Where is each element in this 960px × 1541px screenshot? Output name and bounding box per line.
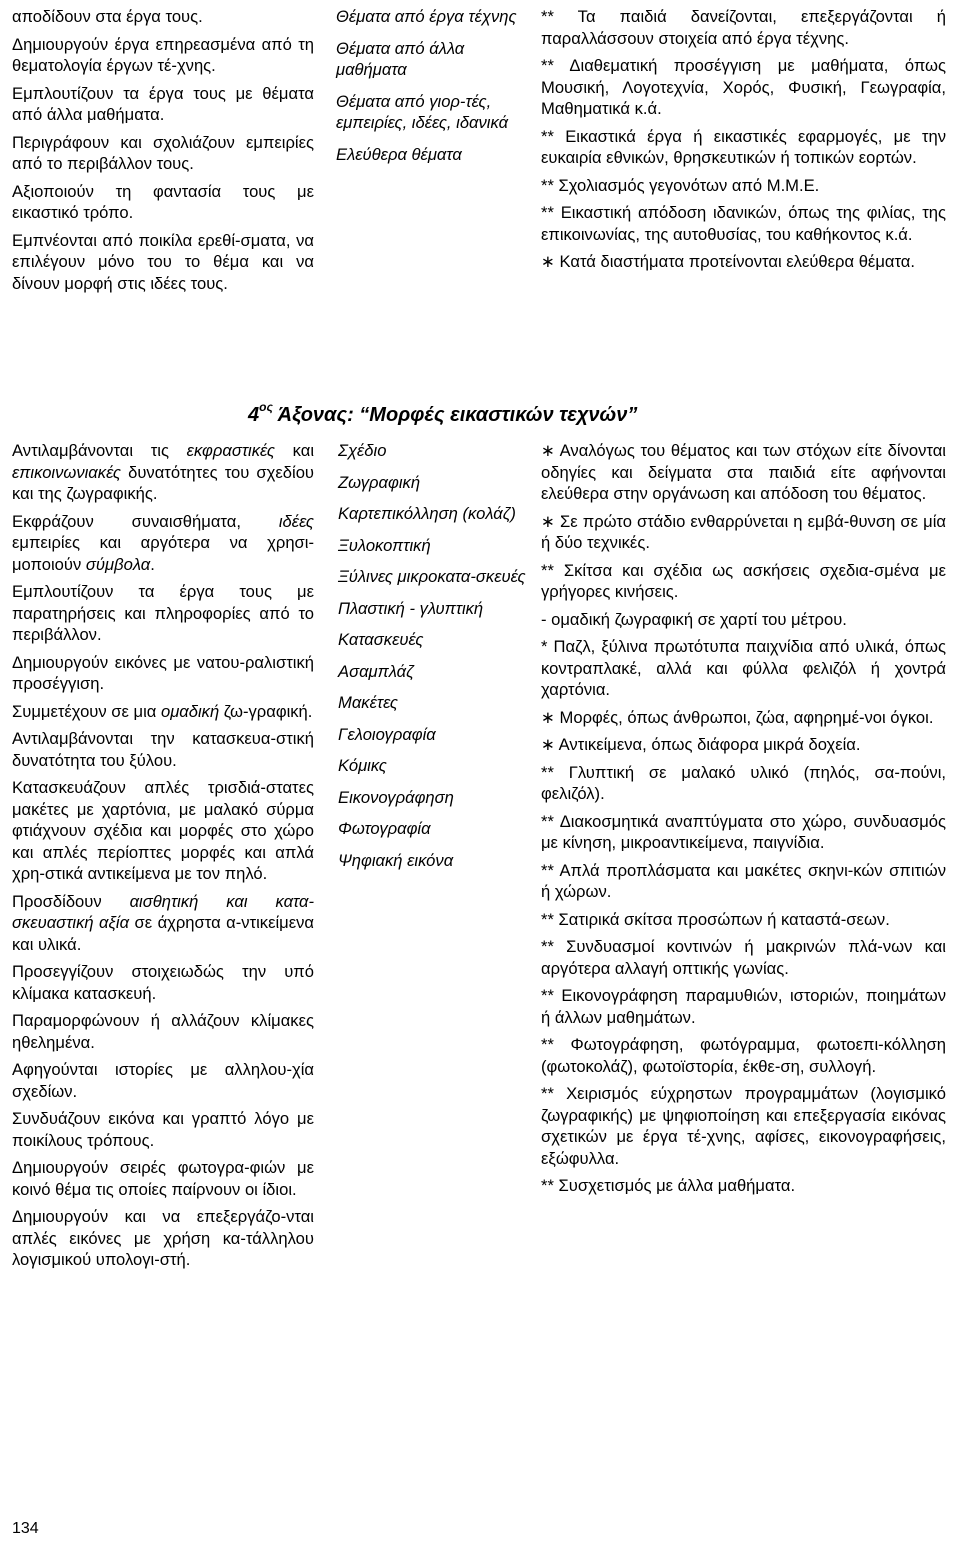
art-form-item: Ξυλοκοπτική <box>338 535 431 555</box>
objective-item: Δημιουργούν και να επεξεργάζο-νται απλές εικόνες με χρήση κα-τάλληλου λογισμικού υπολογι-στή. <box>12 1207 314 1269</box>
objective-item: Εμπλουτίζουν τα έργα τους με παρατηρήσεις και πληροφορίες από το περιβάλλον. <box>12 582 314 644</box>
objective-item <box>12 511 314 576</box>
activity-item: ** Εικαστικά έργα ή εικαστικές εφαρμογές, με την ευκαιρία εθνικών, θρησκευτικών ή τοπικών εορτών. <box>541 126 946 167</box>
text-run: και <box>274 441 314 460</box>
objective-item: αποδίδουν στα έργα τους. <box>12 7 203 26</box>
art-form-item: Κόμικς <box>338 756 387 775</box>
objective-item: Προσεγγίζουν στοιχειωδώς την υπό κλίμακα κατασκευή. <box>12 962 314 1003</box>
activity-item: * Παζλ, ξύλινα πρωτότυπα παιχνίδια από υλικά, όπως κοντραπλακέ, αλλά και φύλλα φελιζόλ ή χοντρά χαρτόνια. <box>541 637 946 699</box>
objective-item: Αφηγούνται ιστορίες με αλληλου-χία σχεδίων. <box>12 1060 314 1101</box>
activity-item: ** Εικαστική απόδοση ιδανικών, όπως της φιλίας, της επικοινωνίας, της αυτοθυσίας, του καθήκοντος κ.ά. <box>541 203 946 244</box>
art-form-item: Καρτεπικόλληση (κολάζ) <box>338 504 516 523</box>
theme-item: Ελεύθερα θέματα <box>336 144 462 164</box>
activity-item: ** Σατιρικά σκίτσα προσώπων ή καταστά-σεων. <box>541 909 890 929</box>
axis-heading <box>248 400 948 427</box>
text-run-italic: σύμβολα <box>85 554 151 574</box>
art-form-item: Ξύλινες μικροκατα-σκευές <box>338 567 526 586</box>
art-form-item: Πλαστική - γλυπτική <box>338 598 484 618</box>
activity-item: ** Διακοσμητικά αναπτύγματα στο χώρο, συνδυασμός με κίνηση, μικροαντικείμενα, παιγνίδια. <box>541 811 946 852</box>
page-number: 134 <box>12 1520 39 1537</box>
activity-item: ∗ Κατά διαστήματα προτείνονται ελεύθερα θέματα. <box>541 252 916 271</box>
bottom-art-forms-column <box>338 440 528 881</box>
top-themes-column <box>336 6 526 175</box>
text-run: . <box>150 554 155 574</box>
text-run-italic: αισθητική και κατα-σκευαστική αξία <box>12 891 314 932</box>
activity-item: ∗ Αντικείμενα, όπως διάφορα μικρά δοχεία. <box>541 735 861 754</box>
activity-item: ** Σχολιασμός γεγονότων από Μ.Μ.Ε. <box>541 175 820 195</box>
text-run: ζω-γραφική. <box>219 701 313 721</box>
theme-item: Θέματα από έργα τέχνης <box>336 7 517 26</box>
text-run: Συμμετέχουν σε μια <box>12 701 161 721</box>
art-form-item: Γελοιογραφία <box>338 724 436 744</box>
bottom-activities-column <box>541 440 946 1203</box>
theme-item: Θέματα από άλλα μαθήματα <box>336 38 465 79</box>
art-form-item: Μακέτες <box>338 693 398 712</box>
art-form-item: Σχέδιο <box>338 441 387 460</box>
objective-item: Δημιουργούν εικόνες με νατου-ραλιστική προσέγγιση. <box>12 652 314 693</box>
objective-item <box>12 701 314 723</box>
art-form-item: Ζωγραφική <box>338 472 421 492</box>
text-run: Εκφράζουν συναισθήματα, <box>12 511 279 531</box>
activity-item: ** Γλυπτική σε μαλακό υλικό (πηλός, σα-πούνι, φελιζόλ). <box>541 762 946 803</box>
activity-item: ∗ Αναλόγως του θέματος και των στόχων είτε δίνονται οδηγίες και δείγματα στα παιδιά είτε αφήνονται ελεύθερα στην οργάνωση και απόδοση του θέματος. <box>541 441 946 503</box>
art-form-item: Ψηφιακή εικόνα <box>338 850 454 870</box>
objective-item: Αξιοποιούν τη φαντασία τους με εικαστικό τρόπο. <box>12 181 314 222</box>
text-run-italic: ομαδική <box>160 701 220 721</box>
activity-item: ** Φωτογράφηση, φωτόγραμμα, φωτοεπι-κόλληση (φωτοκολάζ), φωτοϊστορία, έκθε-ση, συλλογή. <box>541 1035 946 1076</box>
activity-item: ** Τα παιδιά δανείζονται, επεξεργάζονται ή παραλλάσσουν στοιχεία από έργα τέχνης. <box>541 7 946 48</box>
axis-title: Άξονας: “Μορφές εικαστικών τεχνών” <box>277 404 638 426</box>
objective-item: Περιγράφουν και σχολιάζουν εμπειρίες από το περιβάλλον τους. <box>12 132 314 173</box>
text-run: Αντιλαμβάνονται τις <box>12 441 187 460</box>
activity-item: ∗ Σε πρώτο στάδιο ενθαρρύνεται η εμβά-θυνση σε μία ή δύο τεχνικές. <box>541 511 946 552</box>
text-run-italic: επικοινωνιακές <box>12 462 121 482</box>
activity-item: ** Συνδυασμοί κοντινών ή μακρινών πλά-νων και αργότερα αλλαγή οπτικής γωνίας. <box>541 937 946 978</box>
activity-item: ∗ Μορφές, όπως άνθρωποι, ζώα, αφηρημέ-νοι όγκοι. <box>541 707 934 727</box>
objective-item: Δημιουργούν σειρές φωτογρα-φιών με κοινό θέμα τις οποίες παίρνουν οι ίδιοι. <box>12 1158 314 1199</box>
activity-item: - ομαδική ζωγραφική σε χαρτί του μέτρου. <box>541 609 847 629</box>
objective-item: Εμπνέονται από ποικίλα ερεθί-σματα, να επιλέγουν μόνο του το θέμα και να δίνουν μορφή στις ιδέες τους. <box>12 230 314 293</box>
art-form-item: Εικονογράφηση <box>338 787 454 807</box>
axis-number-suffix: ος <box>259 400 273 414</box>
art-form-item: Φωτογραφία <box>338 819 431 838</box>
objective-item: Συνδυάζουν εικόνα και γραπτό λόγο με ποικίλους τρόπους. <box>12 1109 314 1150</box>
activity-item: ** Εικονογράφηση παραμυθιών, ιστοριών, ποιημάτων ή άλλων μαθημάτων. <box>541 986 946 1027</box>
text-run: Προσδίδουν <box>12 891 130 911</box>
objective-item: Κατασκευάζουν απλές τρισδιά-στατες μακέτες με χαρτόνια, με μαλακό σύρμα φτιάχνουν σχέδια και μορφές στο χώρο και απλές περίοπτες μορφές και απλά χρη-στικά αντικείμενα με τον πηλό. <box>12 778 314 883</box>
text-run-italic: εκφραστικές <box>186 441 275 460</box>
art-form-item: Ασαμπλάζ <box>338 661 414 681</box>
activity-item: ** Σκίτσα και σχέδια ως ασκήσεις σχεδια-σμένα με γρήγορες κινήσεις. <box>541 560 946 601</box>
objective-item: Δημιουργούν έργα επηρεασμένα από τη θεματολογία έργων τέ-χνης. <box>12 34 314 75</box>
objective-item <box>12 891 314 956</box>
objective-item <box>12 440 314 505</box>
activity-item: ** Διαθεματική προσέγγιση με μαθήματα, όπως Μουσική, Λογοτεχνία, Χορός, Φυσική, Γεωγραφία, Μαθηματικά κ.ά. <box>541 56 946 118</box>
top-objectives-column <box>12 6 314 300</box>
text-run-italic: ιδέες <box>278 511 314 531</box>
objective-item: Εμπλουτίζουν τα έργα τους με θέματα από άλλα μαθήματα. <box>12 83 314 124</box>
axis-number: 4 <box>248 404 260 426</box>
objective-item: Παραμορφώνουν ή αλλάζουν κλίμακες ηθελημένα. <box>12 1011 314 1052</box>
activity-item: ** Συσχετισμός με άλλα μαθήματα. <box>541 1176 796 1195</box>
text-run: εμπειρίες και αργότερα να χρησι-μοποιούν <box>12 533 314 574</box>
top-activities-column <box>541 6 946 279</box>
objective-item: Αντιλαμβάνονται την κατασκευα-στική δυνατότητα του ξύλου. <box>12 729 314 770</box>
activity-item: ** Απλά προπλάσματα και μακέτες σκηνι-κών σπιτιών ή χώρων. <box>541 860 946 901</box>
activity-item: ** Χειρισμός εύχρηστων προγραμμάτων (λογισμικό ζωγραφικής) με ψηφιοποίηση και επεξεργασία εικόνας σχετικών με έργα τέ-χνης, αφίσες, εικονογραφήσεις, εξώφυλλα. <box>541 1084 946 1168</box>
text-run: σε άχρηστα α-ντικείμενα και υλικά. <box>12 913 315 954</box>
text-run: δυνατότητες του σχεδίου και της ζωγραφικής. <box>12 462 314 503</box>
art-form-item: Κατασκευές <box>338 630 424 649</box>
theme-item: Θέματα από γιορ-τές, εμπειρίες, ιδέες, ιδανικά <box>336 91 509 132</box>
bottom-objectives-column <box>12 440 314 1277</box>
